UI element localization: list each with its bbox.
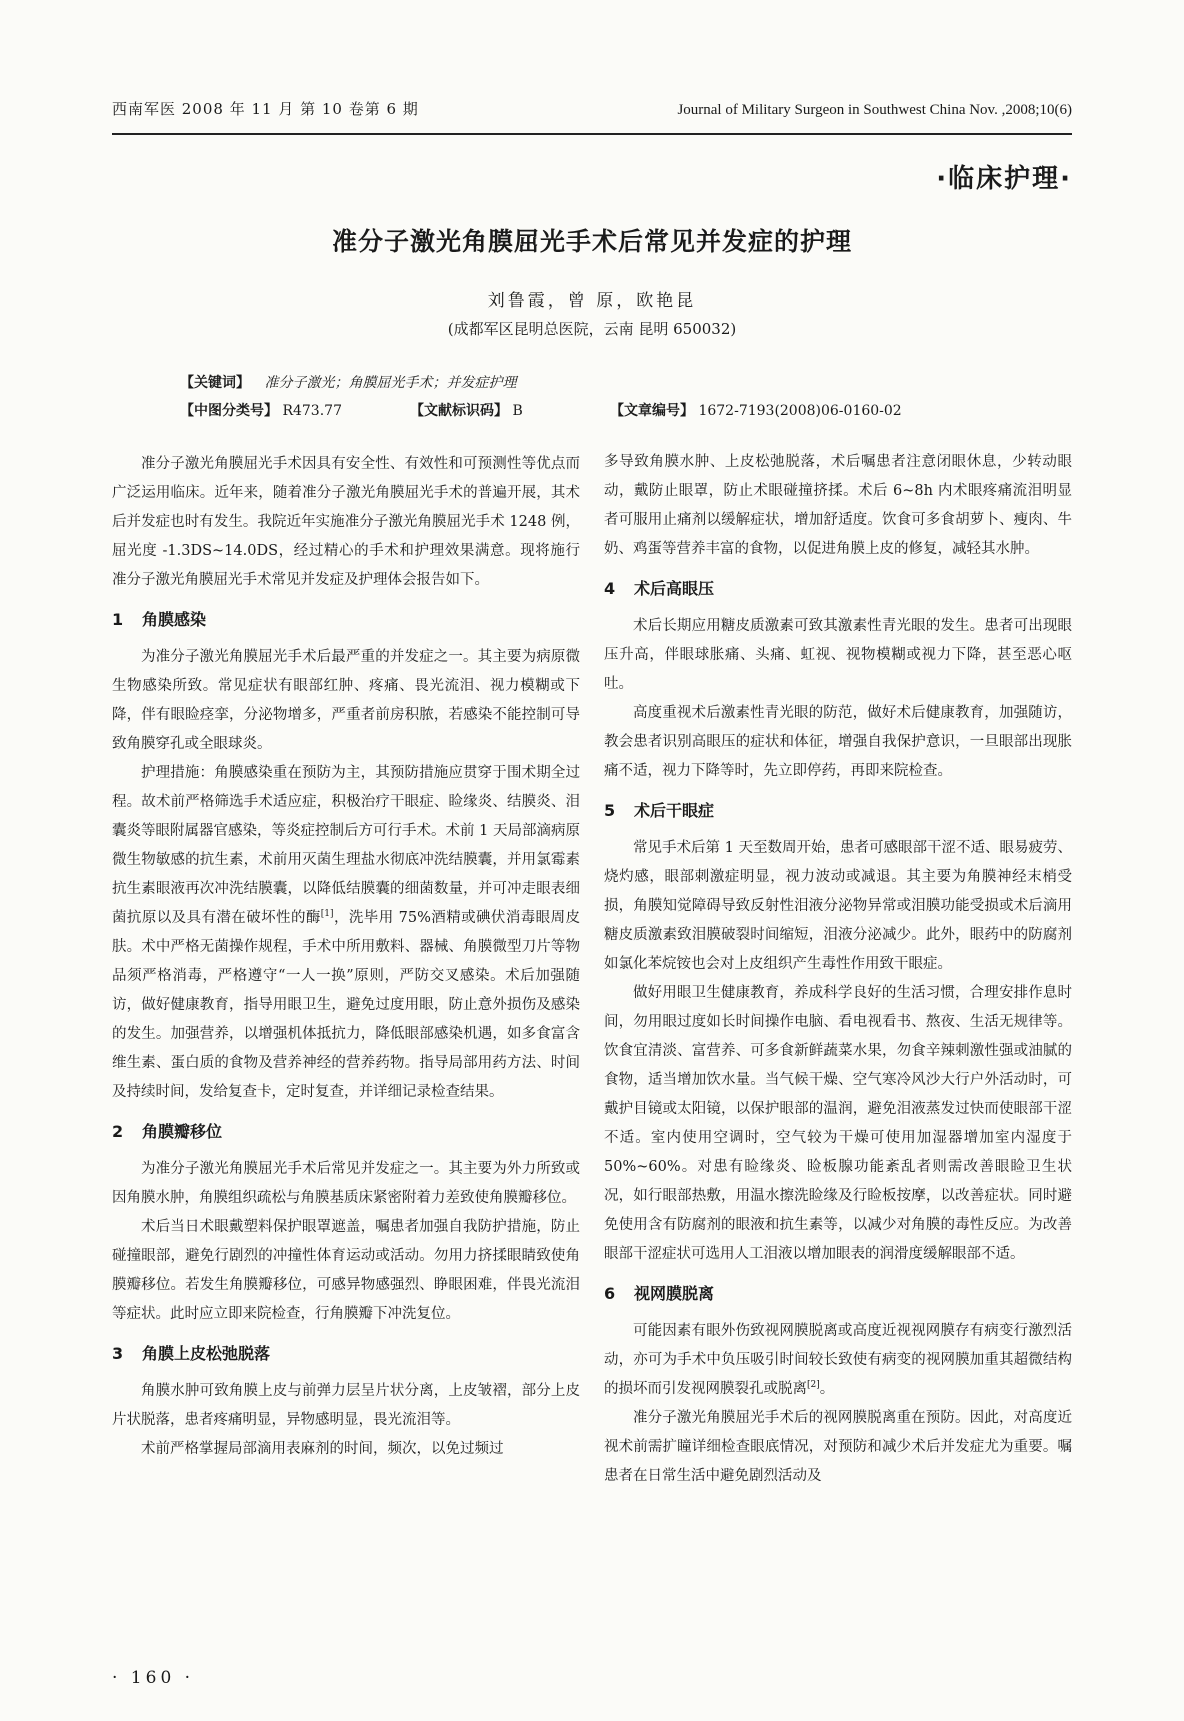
paragraph: 术前严格掌握局部滴用表麻剂的时间，频次，以免过频过 bbox=[141, 1441, 504, 1457]
paragraph-text: 护理措施：角膜感染重在预防为主，其预防措施应贯穿于围术期全过程。故术前严格筛选手术适应症，积极治疗干眼症、睑缘炎、结膜炎、泪囊炎等眼附属器官感染，等炎症控制后方可行手术。术前 1 天局部滴病原微生物敏感的抗生素，术前用灭菌生理盐水彻底冲洗结膜囊，并用氯霉素抗生素眼液再次冲洗结膜囊，以降低结膜囊的细菌数量，并可冲走眼表细菌抗原以及具有潜在破坏性的酶 bbox=[112, 765, 580, 926]
paragraph: 常见手术后第 1 天至数周开始，患者可感眼部干涩不适、眼易疲劳、烧灼感，眼部刺激症明显，视力波动或减退。其主要为角膜神经末梢受损，角膜知觉障碍导致反射性泪液分泌物异常或泪膜功能受损或术后滴用糖皮质激素致泪膜破裂时间缩短，泪液分泌减少。此外，眼药中的防腐剂如氯化苯烷铵也会对上皮组织产生毒性作用致干眼症。 bbox=[604, 840, 1072, 972]
section-heading-3 bbox=[112, 1341, 580, 1367]
section-number: 2 bbox=[112, 1122, 124, 1141]
paragraph-text: 可能因素有眼外伤致视网膜脱离或高度近视视网膜存有病变行激烈活动，亦可为手术中负压吸引时间较长致使有病变的视网膜加重其超微结构的损坏而引发视网膜裂孔或脱离 bbox=[604, 1323, 1072, 1397]
classification-value: R473.77 bbox=[282, 403, 342, 419]
article-id-value: 1672-7193(2008)06-0160-02 bbox=[698, 403, 902, 419]
document-code-label: 【文献标识码】 bbox=[410, 403, 508, 419]
paragraph: 多导致角膜水肿、上皮松弛脱落，术后嘱患者注意闭眼休息，少转动眼动，戴防止眼罩，防止术眼碰撞挤揉。术后 6~8h 内术眼疼痛流泪明显者可服用止痛剂以缓解症状，增加舒适度。饮食可多食胡萝卜、瘦肉、牛奶、鸡蛋等营养丰富的食物，以促进角膜上皮的修复，减轻其水肿。 bbox=[604, 454, 1072, 557]
section-number: 4 bbox=[604, 579, 616, 598]
paragraph: 术后当日术眼戴塑料保护眼罩遮盖，嘱患者加强自我防护措施，防止碰撞眼部，避免行剧烈的冲撞性体育运动或活动。勿用力挤揉眼睛致使角膜瓣移位。若发生角膜瓣移位，可感异物感强烈、睁眼困难，伴畏光流泪等症状。此时应立即来院检查，行角膜瓣下冲洗复位。 bbox=[112, 1219, 580, 1322]
intro-paragraph: 准分子激光角膜屈光手术因具有安全性、有效性和可预测性等优点而广泛运用临床。近年来，随着准分子激光角膜屈光手术的普遍开展，其术后并发症也时有发生。我院近年实施准分子激光角膜屈光手术 1248 例，屈光度 -1.3DS~14.0DS，经过精心的手术和护理效果满意。现将施行准分子激光角膜屈光手术常见并发症及护理体会报告如下。 bbox=[112, 456, 580, 588]
paragraph bbox=[604, 1317, 1072, 1404]
affiliation: (成都军区昆明总医院，云南 昆明 650032) bbox=[447, 320, 737, 338]
section-title: 术后高眼压 bbox=[634, 579, 715, 598]
section-title: 视网膜脱离 bbox=[634, 1284, 715, 1303]
running-header bbox=[112, 98, 1072, 135]
section-tag: ·临床护理· bbox=[936, 164, 1072, 194]
paragraph: 角膜水肿可致角膜上皮与前弹力层呈片状分离，上皮皱褶，部分上皮片状脱落，患者疼痛明显，异物感明显，畏光流泪等。 bbox=[112, 1383, 580, 1428]
authors: 刘鲁霞，曾 原，欧艳昆 bbox=[487, 291, 697, 311]
article-id-label: 【文章编号】 bbox=[610, 403, 694, 419]
section-number: 6 bbox=[604, 1284, 616, 1303]
section-title: 术后干眼症 bbox=[634, 801, 715, 820]
paragraph: 高度重视术后激素性青光眼的防范，做好术后健康教育，加强随访，教会患者识别高眼压的症状和体征，增强自我保护意识，一旦眼部出现胀痛不适，视力下降等时，先立即停药，再即来院检查。 bbox=[604, 705, 1072, 779]
document-code bbox=[410, 400, 610, 420]
right-column bbox=[604, 448, 1072, 1491]
article-title: 准分子激光角膜屈光手术后常见并发症的护理 bbox=[331, 227, 852, 256]
paragraph: 为准分子激光角膜屈光手术后常见并发症之一。其主要为外力所致或因角膜水肿，角膜组织疏松与角膜基质床紧密附着力差致使角膜瓣移位。 bbox=[112, 1161, 580, 1206]
paragraph bbox=[112, 759, 580, 1107]
page-number: · 160 · bbox=[112, 1668, 195, 1688]
paragraph: 做好用眼卫生健康教育，养成科学良好的生活习惯，合理安排作息时间，勿用眼过度如长时间操作电脑、看电视看书、熬夜、生活无规律等。饮食宜清淡、富营养、可多食新鲜蔬菜水果，勿食辛辣刺激性强或油腻的食物，适当增加饮水量。当气候干燥、空气寒冷风沙大行户外活动时，可戴护目镜或太阳镜，以保护眼部的温润，避免泪液蒸发过快而使眼部干涩不适。室内使用空调时，空气较为干燥可使用加湿器增加室内湿度于 50%~60%。对患有睑缘炎、睑板腺功能紊乱者则需改善眼睑卫生状况，如行眼部热敷，用温水擦洗睑缘及行睑板按摩，以改善症状。同时避免使用含有防腐剂的眼液和抗生素等，以减少对角膜的毒性反应。为改善眼部干涩症状可选用人工泪液以增加眼表的润滑度缓解眼部不适。 bbox=[604, 985, 1072, 1262]
paragraph-text: 。 bbox=[819, 1381, 835, 1397]
section-title: 角膜感染 bbox=[142, 610, 207, 629]
keywords-label: 【关键词】 bbox=[180, 375, 250, 391]
classification-number bbox=[180, 400, 410, 420]
classification-line bbox=[180, 400, 1060, 420]
keywords: 准分子激光；角膜屈光手术；并发症护理 bbox=[264, 375, 517, 391]
section-heading-1 bbox=[112, 607, 580, 633]
section-number: 1 bbox=[112, 610, 124, 629]
paragraph: 为准分子激光角膜屈光手术后最严重的并发症之一。其主要为病原微生物感染所致。常见症状有眼部红肿、疼痛、畏光流泪、视力模糊或下降，伴有眼睑痉挛，分泌物增多，严重者前房积脓，若感染不能控制可导致角膜穿孔或全眼球炎。 bbox=[112, 649, 580, 752]
citation-ref: [1] bbox=[320, 909, 334, 920]
journal-header-english: Journal of Military Surgeon in Southwest China Nov. ,2008;10(6) bbox=[677, 102, 1072, 118]
left-column bbox=[112, 450, 580, 1464]
section-heading-4 bbox=[604, 576, 1072, 602]
section-number: 3 bbox=[112, 1344, 124, 1363]
section-title: 角膜瓣移位 bbox=[142, 1122, 223, 1141]
document-code-value: B bbox=[512, 403, 523, 419]
keywords-line bbox=[180, 372, 1060, 392]
classification-label: 【中图分类号】 bbox=[180, 403, 278, 419]
section-heading-6 bbox=[604, 1281, 1072, 1307]
paragraph: 术后长期应用糖皮质激素可致其激素性青光眼的发生。患者可出现眼压升高，伴眼球胀痛、头痛、虹视、视物模糊或视力下降，甚至恶心呕吐。 bbox=[604, 618, 1072, 692]
citation-ref: [2] bbox=[807, 1380, 820, 1391]
paragraph: 准分子激光角膜屈光手术后的视网膜脱离重在预防。因此，对高度近视术前需扩瞳详细检查眼底情况，对预防和减少术后并发症尤为重要。嘱患者在日常生活中避免剧烈活动及 bbox=[604, 1410, 1072, 1484]
journal-header-chinese: 西南军医 2008 年 11 月 第 10 卷第 6 期 bbox=[112, 100, 419, 118]
section-number: 5 bbox=[604, 801, 616, 820]
section-heading-2 bbox=[112, 1119, 580, 1145]
article-id bbox=[610, 400, 1060, 420]
paragraph-text: ，洗毕用 75%酒精或碘伏消毒眼周皮肤。术中严格无菌操作规程，手术中所用敷料、器械、角膜微型刀片等物品须严格消毒，严格遵守“一人一换”原则，严防交叉感染。术后加强随访，做好健康教育，指导用眼卫生，避免过度用眼，防止意外损伤及感染的发生。加强营养，以增强机体抵抗力，降低眼部感染机遇，如多食富含维生素、蛋白质的食物及营养神经的营养药物。指导局部用药方法、时间及持续时间，发给复查卡，定时复查，并详细记录检查结果。 bbox=[112, 910, 581, 1100]
section-heading-5 bbox=[604, 798, 1072, 824]
section-title: 角膜上皮松弛脱落 bbox=[142, 1344, 271, 1363]
